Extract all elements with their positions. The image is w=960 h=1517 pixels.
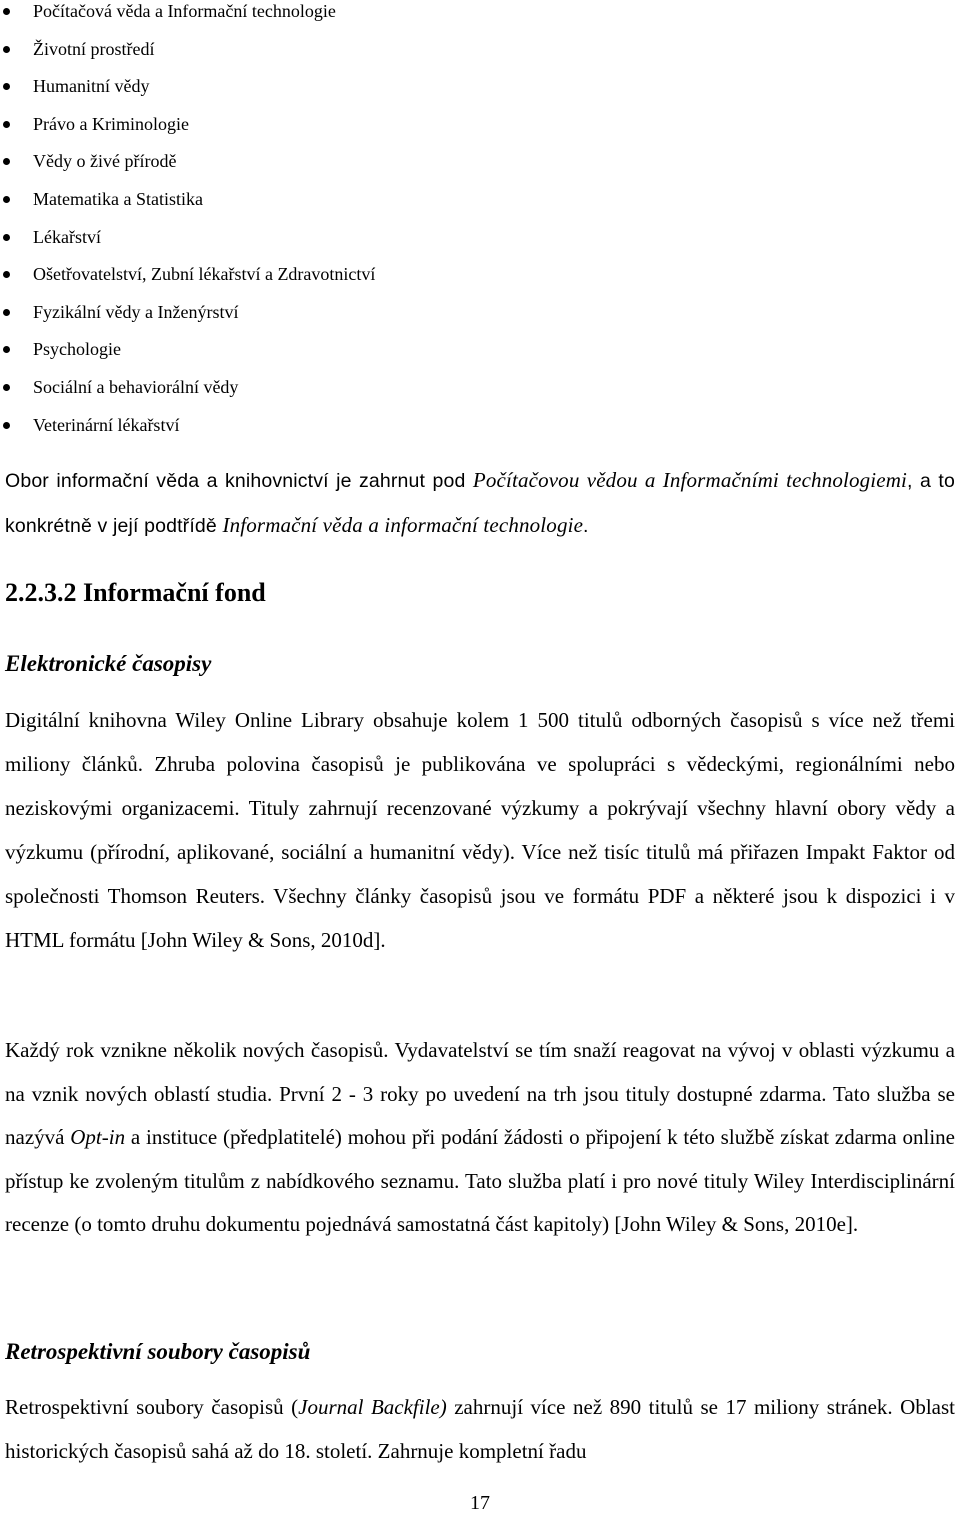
bullet-icon bbox=[3, 8, 10, 15]
intro-paragraph: Obor informační věda a knihovnictví je zahrnut pod Počítačovou vědou a Informačními technologiemi, a to konkrétně v její podtřídě Informační věda a informační technologie. bbox=[5, 468, 955, 537]
list-item: Počítačová věda a Informační technologie bbox=[0, 0, 960, 31]
emphasis: Informační věda a informační technologie bbox=[222, 513, 584, 537]
section-heading: 2.2.3.2 Informační fond bbox=[5, 578, 266, 607]
bullet-icon bbox=[3, 384, 10, 391]
emphasis: Journal Backfile) bbox=[298, 1395, 447, 1419]
list-item: Životní prostředí bbox=[0, 31, 960, 69]
list-item: Psychologie bbox=[0, 331, 960, 369]
list-item: Fyzikální vědy a Inženýrství bbox=[0, 294, 960, 332]
bullet-icon bbox=[3, 346, 10, 353]
bullet-icon bbox=[3, 46, 10, 53]
emphasis: Opt-in bbox=[70, 1125, 126, 1150]
list-item: Matematika a Statistika bbox=[0, 181, 960, 219]
bullet-icon bbox=[3, 83, 10, 90]
bullet-icon bbox=[3, 158, 10, 165]
bullet-icon bbox=[3, 271, 10, 278]
paragraph: Digitální knihovna Wiley Online Library obsahuje kolem 1 500 titulů odborných časopisů s více než třemi miliony článků. Zhruba polovina časopisů je publikována ve spolupráci s vědeckými, regionálními nebo neziskovými organizacemi. Tituly zahrnují recenzované výzkumy a pokrývají všechny hlavní obory vědy a výzkumu (přírodní, aplikované, sociální a humanitní vědy). Více než tisíc titulů má přiřazen Impakt Faktor od společnosti Thomson Reuters. Všechny články časopisů jsou ve formátu PDF a některé jsou k dispozici i v HTML formátu [John Wiley & Sons, 2010d]. bbox=[5, 708, 955, 952]
subheading-electronic-journals: Elektronické časopisy bbox=[5, 651, 212, 676]
paragraph: Retrospektivní soubory časopisů (Journal Backfile) zahrnují více než 890 titulů se 17 miliony stránek. Oblast historických časopisů sahá až do 18. století. Zahrnuje kompletní řadu bbox=[5, 1395, 955, 1463]
page-number: 17 bbox=[470, 1492, 490, 1514]
subheading-retrospective-files: Retrospektivní soubory časopisů bbox=[5, 1339, 311, 1364]
list-item: Veterinární lékařství bbox=[0, 407, 960, 445]
list-item: Sociální a behaviorální vědy bbox=[0, 369, 960, 407]
list-item: Humanitní vědy bbox=[0, 68, 960, 106]
list-item: Lékařství bbox=[0, 219, 960, 257]
list-item: Ošetřovatelství, Zubní lékařství a Zdravotnictví bbox=[0, 256, 960, 294]
list-item: Právo a Kriminologie bbox=[0, 106, 960, 144]
bullet-icon bbox=[3, 196, 10, 203]
bullet-icon bbox=[3, 422, 10, 429]
bullet-icon bbox=[3, 309, 10, 316]
emphasis: Počítačovou vědou a Informačními technologiemi bbox=[472, 468, 908, 492]
bullet-icon bbox=[3, 234, 10, 241]
subject-list bbox=[0, 0, 960, 444]
bullet-icon bbox=[3, 121, 10, 128]
paragraph: Každý rok vznikne několik nových časopisů. Vydavatelství se tím snaží reagovat na vývoj v oblasti výzkumu a na vznik nových oblastí studia. První 2 - 3 roky po uvedení na trh jsou tituly dostupné zdarma. Tato služba se nazývá Opt-in a instituce (předplatitelé) mohou při podání žádosti o připojení k této službě získat zdarma online přístup ke zvoleným titulům z nabídkového seznamu. Tato služba platí i pro nové tituly Wiley Interdisciplinární recenze (o tomto druhu dokumentu pojednává samostatná část kapitoly) [John Wiley & Sons, 2010e]. bbox=[5, 1038, 955, 1237]
list-item: Vědy o živé přírodě bbox=[0, 143, 960, 181]
